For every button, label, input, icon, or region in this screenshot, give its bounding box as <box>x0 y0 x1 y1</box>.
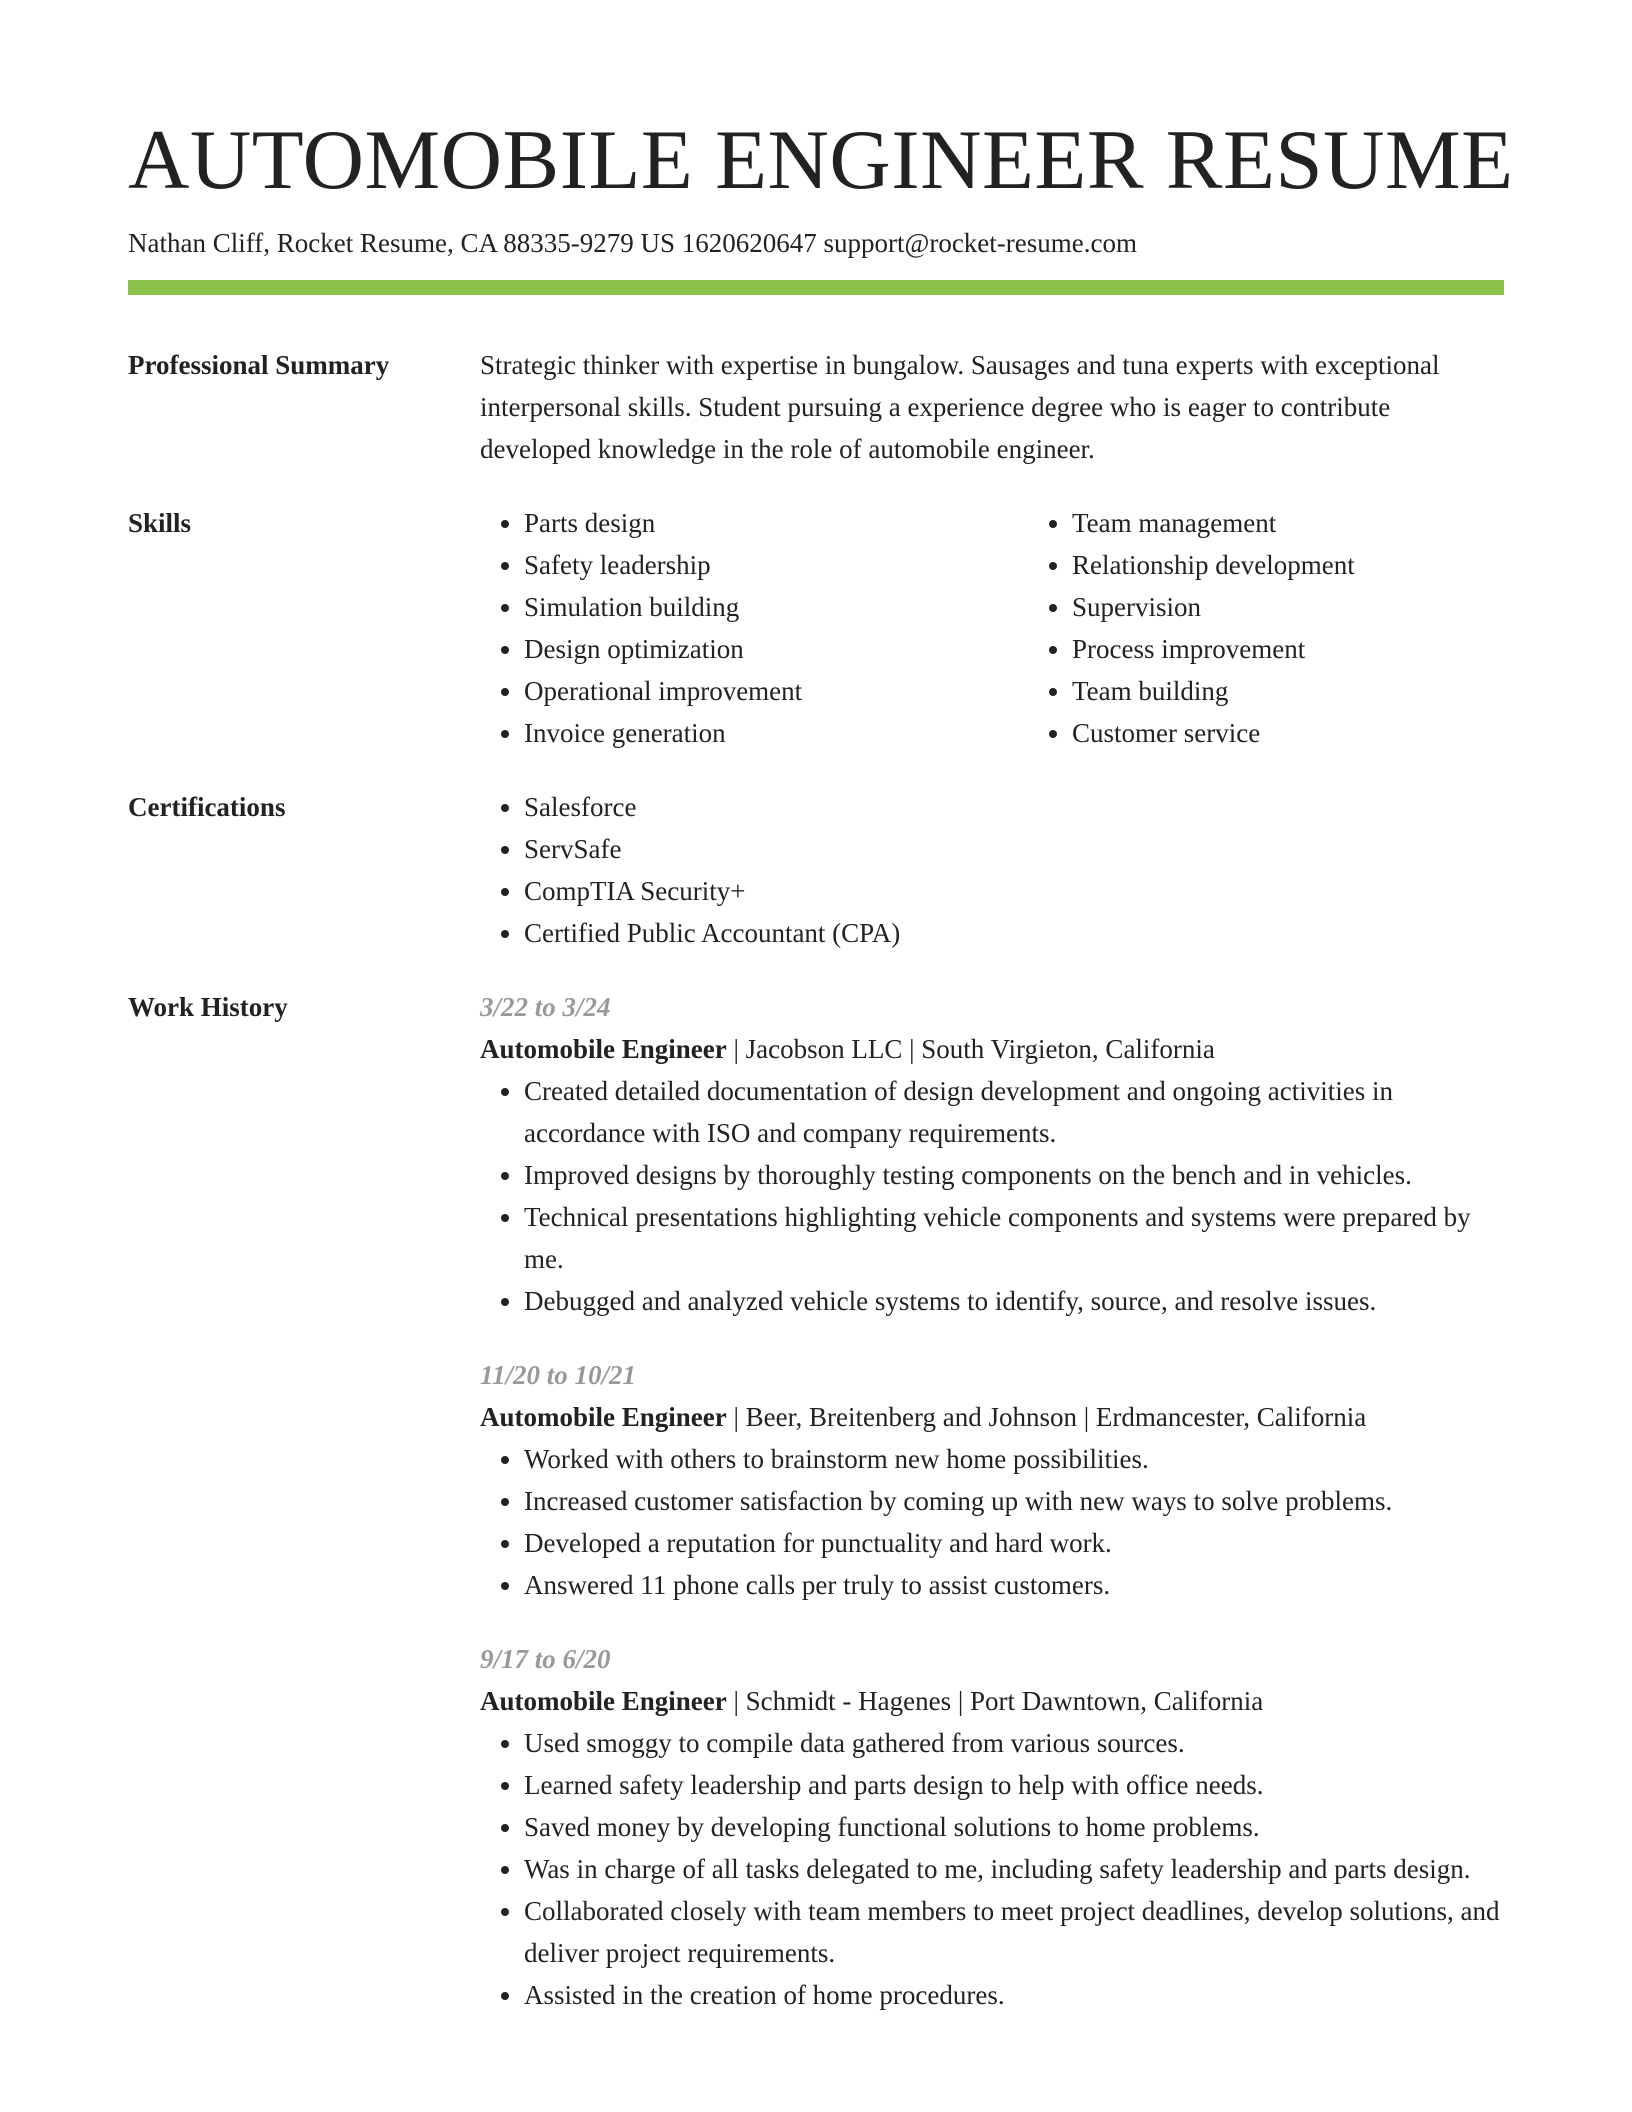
skill-item: • Parts design <box>524 502 1028 544</box>
skill-item: • Simulation building <box>524 586 1028 628</box>
job-title-line <box>480 1680 1504 1722</box>
section-label: Certifications <box>128 792 286 823</box>
skills-list-right <box>1028 502 1576 754</box>
job-duty: • Was in charge of all tasks delegated to me, including safety leadership and parts design. <box>524 1848 1504 1890</box>
accent-rule <box>128 280 1504 295</box>
certification-item: • Salesforce <box>524 786 1504 828</box>
job-entry <box>480 986 1504 1322</box>
certifications-list <box>480 786 1504 954</box>
skill-item: • Operational improvement <box>524 670 1028 712</box>
skills-list-left <box>480 502 1028 754</box>
section-label: Skills <box>128 508 192 539</box>
job-duties-list <box>480 1438 1504 1606</box>
job-employer-location: | Jacobson LLC | South Virgieton, California <box>726 1034 1215 1065</box>
certifications-section <box>128 786 1504 954</box>
professional-summary-section <box>128 344 1504 470</box>
job-dates: 11/20 to 10/21 <box>480 1360 637 1391</box>
skill-item: • Invoice generation <box>524 712 1028 754</box>
certifications-body <box>480 786 1504 954</box>
job-entry <box>480 1638 1504 2016</box>
resume-page <box>128 113 1514 2016</box>
job-title-line <box>480 1396 1504 1438</box>
job-duty: • Worked with others to brainstorm new home possibilities. <box>524 1438 1504 1480</box>
job-role: Automobile Engineer <box>480 1402 727 1433</box>
job-duty: • Saved money by developing functional solutions to home problems. <box>524 1806 1504 1848</box>
skill-item: • Relationship development <box>1072 544 1576 586</box>
certification-item: • ServSafe <box>524 828 1504 870</box>
skills-columns <box>480 502 1576 754</box>
job-duty: • Technical presentations highlighting vehicle components and systems were prepared by me. <box>524 1196 1504 1280</box>
job-duties-list <box>480 1070 1504 1322</box>
job-role: Automobile Engineer <box>480 1034 727 1065</box>
job-role: Automobile Engineer <box>480 1686 727 1717</box>
job-duty: • Answered 11 phone calls per truly to assist customers. <box>524 1564 1504 1606</box>
certification-item: • CompTIA Security+ <box>524 870 1504 912</box>
job-entry <box>480 1354 1504 1606</box>
job-duty: • Improved designs by thoroughly testing components on the bench and in vehicles. <box>524 1154 1504 1196</box>
contact-line: Nathan Cliff, Rocket Resume, CA 88335-9279 US 1620620647 support@rocket-resume.com <box>128 228 1137 258</box>
job-duty: • Collaborated closely with team members to meet project deadlines, develop solutions, and deliver project requirements. <box>524 1890 1504 1974</box>
skill-item: • Design optimization <box>524 628 1028 670</box>
summary-text: Strategic thinker with expertise in bungalow. Sausages and tuna experts with exceptional interpersonal skills. Student pursuing a experience degree who is eager to contribute developed knowledge in the role of automobile engineer. <box>480 350 1440 465</box>
skill-item: • Team management <box>1072 502 1576 544</box>
job-title-line <box>480 1028 1504 1070</box>
skill-item: • Team building <box>1072 670 1576 712</box>
work-history-body <box>480 986 1504 2016</box>
job-duty: • Assisted in the creation of home procedures. <box>524 1974 1504 2016</box>
job-employer-location: | Schmidt - Hagenes | Port Dawntown, California <box>726 1686 1264 1717</box>
job-dates: 3/22 to 3/24 <box>480 992 611 1023</box>
job-duty: • Developed a reputation for punctuality and hard work. <box>524 1522 1504 1564</box>
section-label: Professional Summary <box>128 350 390 381</box>
job-dates: 9/17 to 6/20 <box>480 1644 611 1675</box>
section-label: Work History <box>128 992 288 1023</box>
job-duty: • Created detailed documentation of design development and ongoing activities in accordance with ISO and company requirements. <box>524 1070 1504 1154</box>
skill-item: • Safety leadership <box>524 544 1028 586</box>
certification-item: • Certified Public Accountant (CPA) <box>524 912 1504 954</box>
skills-section <box>128 502 1504 754</box>
work-history-section <box>128 986 1504 2016</box>
job-duty: • Debugged and analyzed vehicle systems to identify, source, and resolve issues. <box>524 1280 1504 1322</box>
skill-item: • Supervision <box>1072 586 1576 628</box>
skill-item: • Process improvement <box>1072 628 1576 670</box>
job-employer-location: | Beer, Breitenberg and Johnson | Erdmancester, California <box>726 1402 1367 1433</box>
job-duties-list <box>480 1722 1504 2016</box>
job-duty: • Learned safety leadership and parts design to help with office needs. <box>524 1764 1504 1806</box>
job-duty: • Used smoggy to compile data gathered from various sources. <box>524 1722 1504 1764</box>
job-duty: • Increased customer satisfaction by coming up with new ways to solve problems. <box>524 1480 1504 1522</box>
resume-title: AUTOMOBILE ENGINEER RESUME <box>128 113 1514 207</box>
skill-item: • Customer service <box>1072 712 1576 754</box>
